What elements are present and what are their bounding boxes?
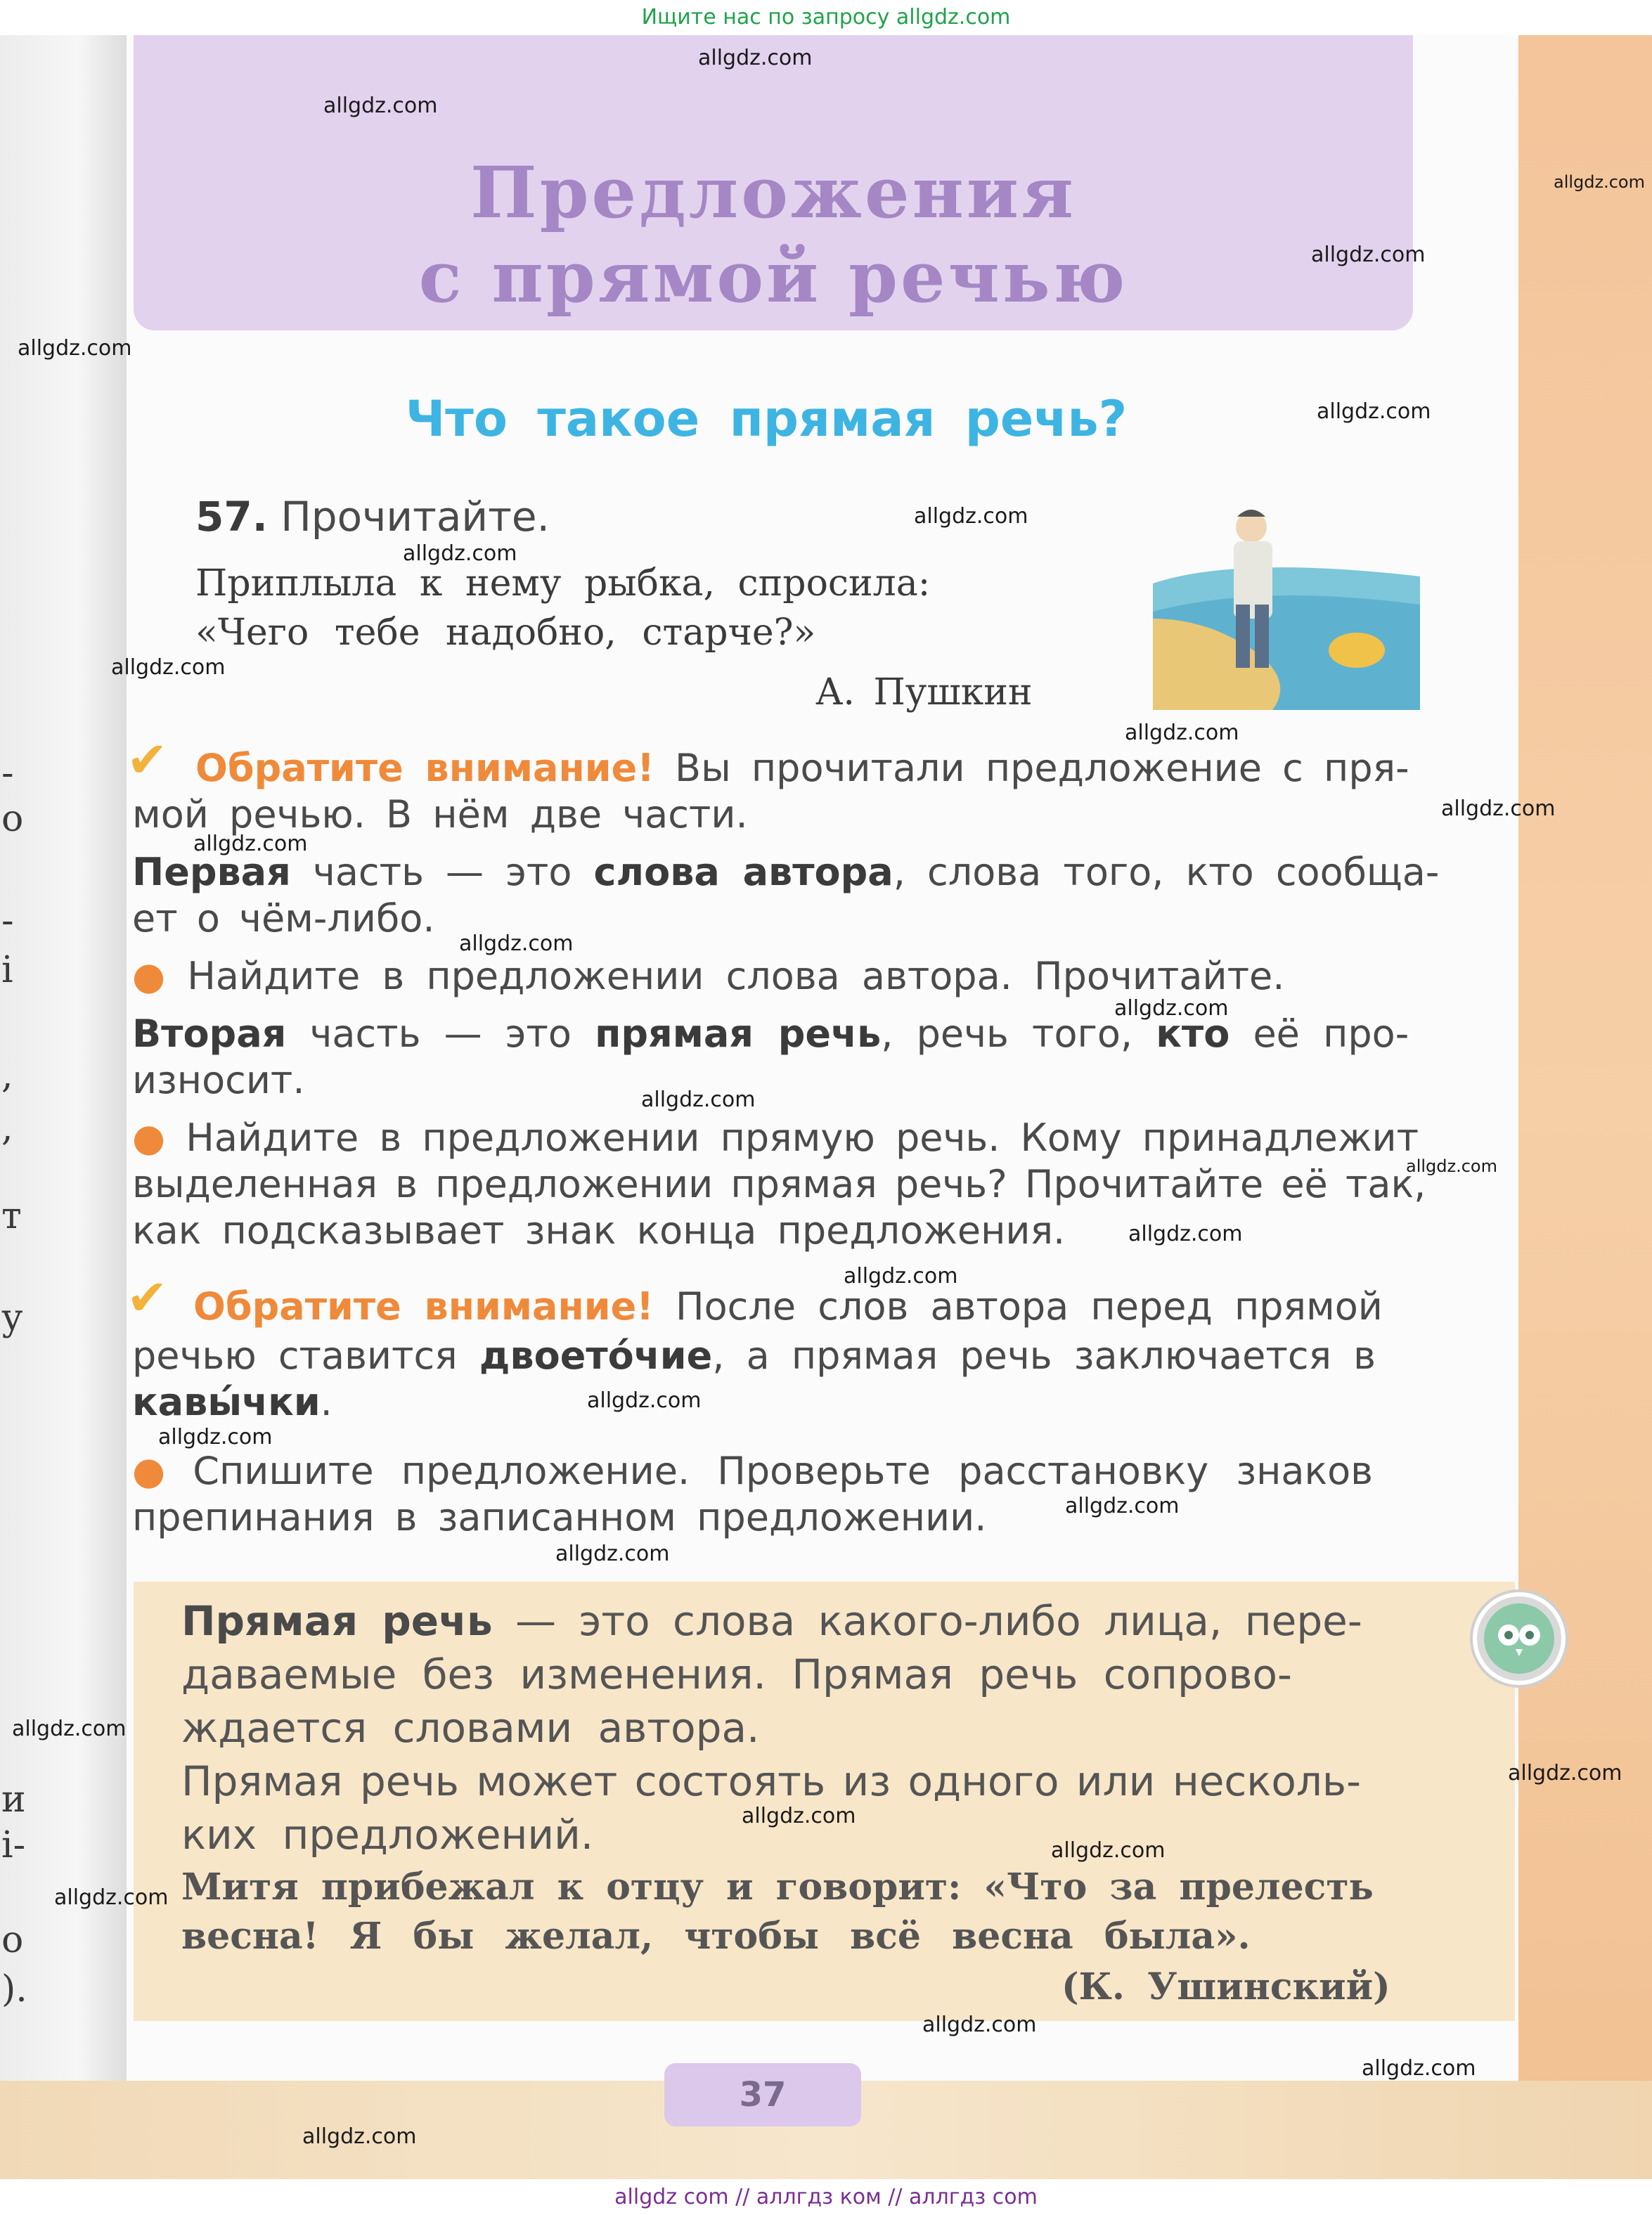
watermark: allgdz.com	[1065, 1494, 1180, 1518]
edge-letter: ,	[1, 1107, 13, 1149]
watermark: allgdz.com	[1317, 399, 1431, 424]
page-title-line-2: с прямой речью	[418, 235, 1128, 318]
watermark: allgdz.com	[742, 1804, 856, 1828]
watermark: allgdz.com	[193, 832, 308, 856]
note-1-line-1	[195, 745, 1409, 792]
edge-letter: ,	[1, 1054, 13, 1097]
rule-example-1: Митя прибежал к отцу и говорит: «Что за прелесть	[181, 1866, 1374, 1909]
watermark: allgdz.com	[1128, 1222, 1243, 1246]
watermark: allgdz.com	[555, 1542, 670, 1566]
rule-line-3: ждается словами автора.	[181, 1704, 760, 1752]
watermark: allgdz.com	[12, 1717, 127, 1741]
bullet-icon: ●	[132, 954, 166, 998]
part-1-first: Первая	[132, 850, 291, 894]
task-2-line-1	[132, 1115, 1419, 1161]
section-subtitle: Что такое прямая речь?	[405, 390, 1128, 448]
note-1-text: Вы прочитали предложение с пря-	[654, 746, 1409, 790]
page-number: 37	[664, 2063, 861, 2126]
footer-links[interactable]: allgdz com // аллгдз ком // аллгдз com	[0, 2179, 1652, 2215]
task-3-line-1	[132, 1448, 1373, 1494]
part-2-second: Вторая	[132, 1012, 287, 1056]
note-2-text: , а прямая речь заключается в	[712, 1333, 1376, 1378]
rule-term: Прямая речь	[181, 1597, 493, 1645]
edge-letter: у	[1, 1297, 23, 1339]
rule-text: — это слова какого-либо лица, пере-	[492, 1597, 1362, 1645]
term-quotes: кавы́чки	[132, 1380, 321, 1424]
watermark: allgdz.com	[1362, 2056, 1476, 2081]
note-2-line-3	[132, 1379, 333, 1426]
edge-letter: -	[1, 752, 14, 794]
owl-icon	[1473, 1592, 1566, 1685]
part-1-line-2: ет о чём-либо.	[132, 896, 435, 941]
edge-letter: т	[1, 1195, 22, 1237]
edge-letter: і-	[1, 1824, 26, 1866]
task-1-text: Найдите в предложении слова автора. Прочитайте.	[187, 954, 1285, 998]
watermark: allgdz.com	[587, 1388, 702, 1413]
watermark: allgdz.com	[922, 2013, 1037, 2037]
edge-letter: ).	[1, 1968, 27, 2010]
part-2-who: кто	[1156, 1012, 1230, 1056]
watermark: allgdz.com	[111, 655, 226, 680]
watermark: allgdz.com	[698, 46, 813, 70]
exercise-header	[195, 493, 550, 540]
watermark: allgdz.com	[1311, 243, 1426, 267]
term-author-words: слова автора	[593, 850, 893, 894]
rule-line-4: Прямая речь может состоять из одного или несколь-	[181, 1757, 1362, 1805]
watermark: allgdz.com	[1554, 172, 1645, 192]
note-2-line-1	[193, 1284, 1383, 1330]
task-2-line-3: как подсказывает знак конца предложения.	[132, 1208, 1066, 1253]
page-title-line-1: Предложения	[470, 151, 1076, 234]
watermark: allgdz.com	[1051, 1838, 1166, 1863]
watermark: allgdz.com	[1114, 996, 1229, 1021]
edge-letter: о	[1, 798, 24, 840]
task-3-line-2: препинания в записанном предложении.	[132, 1495, 987, 1539]
part-1-text: часть — это	[290, 850, 594, 894]
task-2-line-2: выделенная в предложении прямая речь? Прочитайте её так,	[132, 1162, 1426, 1206]
exercise-number: 57.	[195, 493, 268, 541]
top-banner[interactable]: Ищите нас по запросу allgdz.com	[0, 0, 1652, 35]
task-2-text: Найдите в предложении прямую речь. Кому принадлежит	[186, 1116, 1419, 1160]
rule-example-2: весна! Я бы желал, чтобы всё весна была».	[181, 1915, 1251, 1958]
note-2-text: речью ставится	[132, 1333, 479, 1378]
quote-line-2: «Чего тебе надобно, старче?»	[195, 612, 816, 654]
edge-letter: і	[1, 949, 13, 991]
edge-letter: о	[1, 1919, 24, 1961]
watermark: allgdz.com	[403, 541, 517, 566]
watermark: allgdz.com	[844, 1264, 958, 1289]
part-2-text: её про-	[1230, 1012, 1409, 1056]
watermark: allgdz.com	[158, 1425, 273, 1449]
watermark: allgdz.com	[1508, 1761, 1622, 1785]
right-page-strip	[1518, 35, 1652, 2179]
edge-letter: и	[1, 1778, 26, 1821]
watermark: allgdz.com	[914, 504, 1028, 529]
rule-line-2: даваемые без изменения. Прямая речь сопрово-	[181, 1651, 1292, 1698]
rule-example-author: (К. Ушинский)	[1061, 1965, 1390, 2008]
watermark: allgdz.com	[1125, 721, 1239, 745]
watermark: allgdz.com	[1406, 1156, 1497, 1176]
quote-author: А. Пушкин	[815, 671, 1033, 713]
exercise-instruction: Прочитайте.	[280, 493, 550, 541]
watermark: allgdz.com	[302, 2124, 417, 2149]
attention-label: Обратите внимание!	[193, 1284, 654, 1329]
rule-line-5: ких предложений.	[181, 1811, 594, 1859]
part-1-line-1	[132, 849, 1439, 896]
watermark: allgdz.com	[641, 1087, 756, 1112]
quote-line-1: Приплыла к нему рыбка, спросила:	[195, 562, 931, 605]
note-2-line-2	[132, 1333, 1376, 1379]
task-1	[132, 953, 1284, 1000]
part-2-text: , речь того,	[881, 1012, 1156, 1056]
old-man-fish-illustration	[1153, 499, 1420, 710]
part-2-text: часть — это	[286, 1012, 595, 1056]
part-1-text: , слова того, кто сообща-	[893, 850, 1440, 894]
watermark: allgdz.com	[18, 336, 132, 361]
bullet-icon: ●	[132, 1116, 166, 1160]
task-3-text: Спишите предложение. Проверьте расстановку знаков	[193, 1449, 1373, 1493]
watermark: allgdz.com	[459, 931, 574, 956]
attention-label: Обратите внимание!	[195, 746, 654, 790]
rule-line-1	[181, 1594, 1362, 1648]
checkmark-icon: ✔	[127, 1269, 168, 1326]
term-colon: двоето́чие	[479, 1333, 713, 1378]
watermark: allgdz.com	[323, 93, 438, 118]
bullet-icon: ●	[132, 1449, 166, 1493]
term-direct-speech: прямая речь	[595, 1012, 882, 1056]
watermark: allgdz.com	[54, 1885, 169, 1910]
watermark: allgdz.com	[1441, 796, 1556, 821]
note-2-text: После слов автора перед прямой	[653, 1284, 1383, 1329]
part-2-line-2: износит.	[132, 1058, 305, 1102]
edge-letter: -	[1, 900, 14, 942]
note-2-text: .	[320, 1380, 333, 1424]
note-1-line-2: мой речью. В нём две части.	[132, 792, 748, 837]
checkmark-icon: ✔	[127, 731, 168, 789]
